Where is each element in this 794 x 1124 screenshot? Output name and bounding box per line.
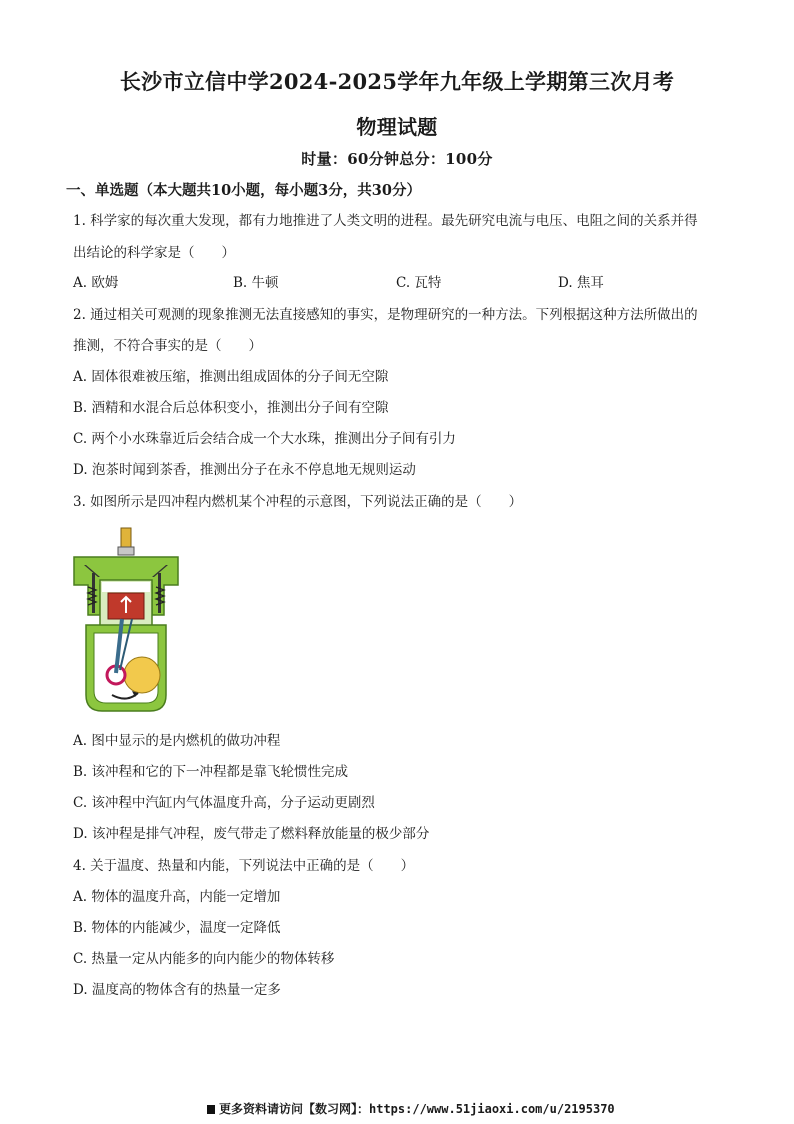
section-heading: 一、单选题（本大题共10小题，每小题3分，共30分） [66, 182, 421, 199]
question-1-line-2: 出结论的科学家是（ ） [73, 245, 235, 261]
question-2-line-1: 2. 通过相关可观测的现象推测无法直接感知的事实，是物理研究的一种方法。下列根据这种方法所做出的 [73, 307, 698, 323]
exam-meta: 时量：60分钟总分：100分 [301, 150, 493, 168]
q3-option-a: A. 图中显示的是内燃机的做功冲程 [73, 733, 281, 749]
question-3-line-1: 3. 如图所示是四冲程内燃机某个冲程的示意图，下列说法正确的是（ ） [73, 494, 523, 510]
page-subtitle: 物理试题 [356, 115, 438, 139]
question-1-line-1: 1. 科学家的每次重大发现，都有力地推进了人类文明的进程。最先研究电流与电压、电阻之间的关系并得 [73, 213, 698, 229]
footer-link[interactable] [207, 1100, 615, 1117]
q2-option-c: C. 两个小水珠靠近后会结合成一个大水珠，推测出分子间有引力 [73, 431, 456, 447]
q3-option-b: B. 该冲程和它的下一冲程都是靠飞轮惯性完成 [73, 764, 349, 780]
q1-option-c: C. 瓦特 [396, 275, 442, 291]
q2-option-a: A. 固体很难被压缩，推测出组成固体的分子间无空隙 [73, 369, 389, 385]
engine-diagram [72, 525, 182, 715]
q1-option-d: D. 焦耳 [558, 275, 604, 291]
q2-option-d: D. 泡茶时闻到茶香，推测出分子在永不停息地无规则运动 [73, 462, 416, 478]
q1-option-a: A. 欧姆 [73, 275, 119, 291]
footer-text: 更多资料请访问【数习网】：https://www.51jiaoxi.com/u/2195370 [219, 1102, 615, 1116]
q3-option-d: D. 该冲程是排气冲程，废气带走了燃料释放能量的极少部分 [73, 826, 430, 842]
q4-option-a: A. 物体的温度升高，内能一定增加 [73, 889, 281, 905]
flag-icon [207, 1105, 215, 1114]
question-2-line-2: 推测，不符合事实的是（ ） [73, 338, 262, 354]
q4-option-c: C. 热量一定从内能多的向内能少的物体转移 [73, 951, 335, 967]
q4-option-d: D. 温度高的物体含有的热量一定多 [73, 982, 281, 998]
q2-option-b: B. 酒精和水混合后总体积变小，推测出分子间有空隙 [73, 400, 389, 416]
question-4-line-1: 4. 关于温度、热量和内能，下列说法中正确的是（ ） [73, 858, 415, 874]
q4-option-b: B. 物体的内能减少，温度一定降低 [73, 920, 281, 936]
q1-option-b: B. 牛顿 [233, 275, 279, 291]
page-title: 长沙市立信中学2024-2025学年九年级上学期第三次月考 [119, 69, 675, 94]
q3-option-c: C. 该冲程中汽缸内气体温度升高，分子运动更剧烈 [73, 795, 375, 811]
